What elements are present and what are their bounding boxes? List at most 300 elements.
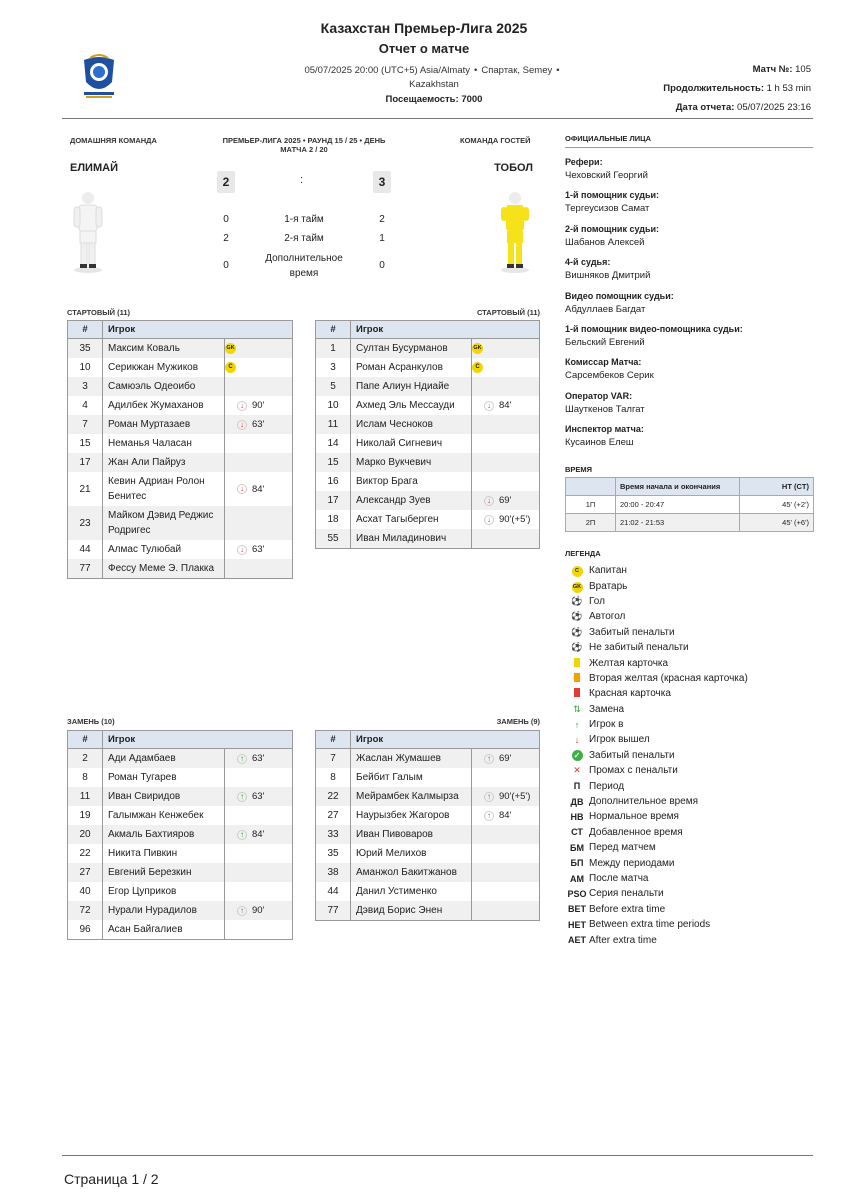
legend-text: Вратарь [589, 580, 628, 592]
player-events [472, 491, 540, 510]
time-table [565, 477, 814, 532]
player-number: 77 [316, 901, 351, 921]
player-events [225, 453, 293, 472]
legend-item [565, 871, 815, 886]
player-out-icon: ↓ [484, 515, 494, 525]
player-name: Мейрамбек Калмырза [351, 787, 472, 806]
legend-item [565, 717, 815, 732]
player-events [472, 377, 540, 396]
time-col-ht: HT (CT) [740, 478, 814, 496]
player-in-icon: ↑ [237, 906, 247, 916]
away-starting-table [315, 320, 540, 549]
player-name: Фессу Меме Э. Плакка [103, 559, 225, 579]
player-row [316, 901, 540, 921]
officials-label: ОФИЦИАЛЬНЫЕ ЛИЦА [565, 134, 652, 143]
player-row [316, 491, 540, 510]
player-events [225, 749, 293, 769]
match-no: 105 [795, 64, 811, 75]
away-half1: 2 [379, 214, 385, 225]
away-team-label: КОМАНДА ГОСТЕЙ [460, 136, 531, 145]
legend-badge: GK [572, 582, 583, 593]
report-date: 05/07/2025 23:16 [737, 102, 811, 113]
away-subs-table [315, 730, 540, 921]
legend-text: Капитан [589, 565, 627, 577]
player-number: 72 [68, 901, 103, 920]
player-number: 7 [68, 415, 103, 434]
legend-abbreviation: HET [568, 919, 586, 930]
player-name: Юрий Мелихов [351, 844, 472, 863]
player-row [68, 396, 293, 415]
player-events [472, 825, 540, 844]
official-name: Шауткенов Талгат [565, 403, 645, 415]
time-col-period [566, 478, 616, 496]
legend-item [565, 840, 815, 855]
player-column-header: Игрок [103, 321, 293, 339]
num-column-header: # [68, 321, 103, 339]
sub-minute: 84' [499, 810, 512, 821]
goalkeeper-icon [565, 580, 589, 593]
player-name: Кевин Адриан Ролон Бенитес [103, 472, 225, 506]
player-events [225, 863, 293, 882]
player-row [68, 901, 293, 920]
player-name: Николай Сигневич [351, 434, 472, 453]
player-in-icon: ↑ [484, 792, 494, 802]
legend-abbreviation: БП [570, 858, 584, 869]
player-number: 7 [316, 749, 351, 769]
player-name: Майком Дэвид Реджис Родригес [103, 506, 225, 540]
player-events [472, 510, 540, 529]
player-name: Максим Коваль [103, 339, 225, 359]
player-name: Евгений Березкин [103, 863, 225, 882]
player-in-icon: ↑ [484, 754, 494, 764]
player-row [316, 472, 540, 491]
official-name: Чеховский Георгий [565, 170, 648, 181]
player-row [316, 377, 540, 396]
away-subs-label: ЗАМЕНЬ (9) [496, 717, 540, 726]
legend-text: Промах с пенальти [589, 765, 678, 777]
legend-abbreviation: АМ [570, 873, 584, 884]
legend-text: Вторая желтая (красная карточка) [589, 672, 748, 684]
player-name: Галымжан Кенжебек [103, 806, 225, 825]
legend-item [565, 886, 815, 901]
player-row [68, 882, 293, 901]
player-number: 44 [316, 882, 351, 901]
match-venue: Спартак, Semey [481, 65, 553, 76]
player-name: Иван Миладинович [351, 529, 472, 549]
player-row [316, 806, 540, 825]
home-subs-label: ЗАМЕНЬ (10) [67, 717, 115, 726]
player-events [225, 787, 293, 806]
player-row [68, 339, 293, 359]
player-number: 18 [316, 510, 351, 529]
legend-item [565, 578, 815, 593]
legend-text: Игрок вышел [589, 734, 650, 746]
legend-text: Между периодами [589, 857, 675, 869]
legend-text: Автогол [589, 611, 626, 623]
legend-text: Красная карточка [589, 688, 671, 700]
legend-abbreviation: СТ [571, 827, 583, 838]
player-name: Самюэль Одеоибо [103, 377, 225, 396]
legend-item [565, 763, 815, 778]
player-name: Акмаль Бахтияров [103, 825, 225, 844]
player-events [472, 768, 540, 787]
sub-minute: 90'(+5') [499, 514, 531, 525]
player-name: Асхат Тагыберген [351, 510, 472, 529]
player-row [316, 863, 540, 882]
penalty-scored-icon: ⚽ [571, 626, 583, 637]
player-name: Ислам Чесноков [351, 415, 472, 434]
legend-text: Перед матчем [589, 842, 656, 854]
player-row [68, 506, 293, 540]
player-number: 16 [316, 472, 351, 491]
player-in-icon: ↑ [237, 830, 247, 840]
player-name: Адилбек Жумаханов [103, 396, 225, 415]
player-events [225, 358, 293, 377]
sub-minute: 84' [252, 829, 265, 840]
legend-text: After extra time [589, 934, 657, 946]
player-row [68, 768, 293, 787]
player-in-icon: ↑ [237, 754, 247, 764]
player-out-icon: ↓ [237, 545, 247, 555]
round-info: ПРЕМЬЕР-ЛИГА 2025 • РАУНД 15 / 25 • ДЕНЬ МАТЧА 2 / 20 [222, 136, 386, 154]
player-in-icon: ↑ [574, 719, 580, 730]
player-events [225, 559, 293, 579]
report-title: Казахстан Премьер-Лига 2025 [320, 20, 528, 36]
time-ht: 45' (+2') [740, 496, 814, 514]
official-name: Шабанов Алексей [565, 236, 645, 248]
official-role: Рефери: [565, 157, 603, 167]
legend-item [565, 625, 815, 640]
away-kit-icon [497, 190, 533, 277]
player-row [68, 920, 293, 940]
player-row [316, 768, 540, 787]
home-score: 2 [217, 171, 235, 193]
player-events [472, 806, 540, 825]
half2-label: 2-я тайм [284, 233, 324, 244]
player-events [225, 901, 293, 920]
player-name: Иван Свиридов [103, 787, 225, 806]
sub-minute: 84' [252, 483, 265, 495]
player-name: Серикжан Мужиков [103, 358, 225, 377]
penalty-missed-icon: ⚽ [571, 642, 583, 653]
league-logo [76, 52, 122, 100]
player-number: 15 [68, 434, 103, 453]
penalty-shootout-scored-icon [565, 750, 589, 761]
player-name: Султан Бусурманов [351, 339, 472, 359]
player-name: Асан Байгалиев [103, 920, 225, 940]
extra-label: Дополнительное время [265, 253, 343, 279]
player-row [68, 453, 293, 472]
legend-abbreviation: НВ [570, 811, 584, 822]
player-name: Алмас Тулюбай [103, 540, 225, 559]
player-number: 17 [68, 453, 103, 472]
red-card-icon [565, 688, 589, 699]
legend-item [565, 671, 815, 686]
legend-abbreviation: ДВ [570, 796, 584, 807]
player-events [472, 339, 540, 359]
legend-badge: C [572, 566, 583, 577]
player-out-icon: ↓ [484, 401, 494, 411]
player-name: Роман Муртазаев [103, 415, 225, 434]
legend-label: ЛЕГЕНДА [565, 549, 601, 558]
player-number: 27 [68, 863, 103, 882]
official-name: Кусаинов Елеш [565, 437, 634, 449]
player-row [316, 358, 540, 377]
player-number: 19 [68, 806, 103, 825]
legend-symbol: ✓ [572, 750, 583, 761]
player-row [68, 472, 293, 506]
legend-text: После матча [589, 873, 649, 884]
legend-text: Between extra time periods [589, 919, 711, 931]
page-number: Страница 1 / 2 [64, 1171, 159, 1187]
player-column-header: Игрок [103, 731, 293, 749]
official-name: Бельский Евгений [565, 336, 645, 348]
legend-item [565, 655, 815, 670]
player-row [316, 510, 540, 529]
substitution-icon: ⇅ [573, 703, 581, 714]
legend-abbreviation: PSO [567, 888, 587, 899]
player-number: 2 [68, 749, 103, 769]
player-events [472, 453, 540, 472]
player-column-header: Игрок [351, 731, 540, 749]
player-events [225, 540, 293, 559]
player-name: Роман Тугарев [103, 768, 225, 787]
player-row [68, 434, 293, 453]
player-row [68, 844, 293, 863]
report-subtitle: Отчет о матче [378, 41, 470, 56]
penalty-shootout-missed-icon: ✕ [573, 765, 581, 776]
home-half1: 0 [223, 214, 229, 225]
player-row [68, 863, 293, 882]
time-ht: 45' (+6') [740, 514, 814, 532]
officials-list [565, 155, 815, 456]
player-number: 35 [316, 844, 351, 863]
player-row [68, 749, 293, 769]
player-name: Жаслан Жумашев [351, 749, 472, 769]
official-role: Видео помощник судьи: [565, 290, 674, 301]
sub-minute: 63' [252, 791, 265, 802]
legend-item [565, 932, 815, 947]
player-name: Аманжол Бакитжанов [351, 863, 472, 882]
legend-text: Нормальное время [589, 811, 679, 823]
player-events [472, 844, 540, 863]
player-events [472, 529, 540, 549]
legend-item [565, 748, 815, 763]
player-row [68, 540, 293, 559]
yellow-card-icon [565, 658, 589, 669]
official-role: Оператор VAR: [565, 390, 633, 401]
player-number: 1 [316, 339, 351, 359]
player-name: Александр Зуев [351, 491, 472, 510]
sub-minute: 63' [252, 753, 265, 764]
official-name: Вишняков Дмитрий [565, 270, 651, 282]
legend-item [565, 825, 815, 840]
player-number: 27 [316, 806, 351, 825]
footer-divider [62, 1155, 813, 1156]
away-starting-label: СТАРТОВЫЙ (11) [476, 308, 540, 317]
legend-item [565, 702, 815, 717]
attendance: Посещаемость: 7000 [385, 94, 483, 105]
time-col-range: Время начала и окончания [616, 478, 740, 496]
home-team-label: ДОМАШНЯЯ КОМАНДА [70, 136, 157, 145]
goal-icon: ⚽ [571, 595, 583, 606]
player-row [316, 339, 540, 359]
player-number: 8 [68, 768, 103, 787]
player-row [68, 787, 293, 806]
player-row [68, 559, 293, 579]
duration-label: Продолжительность: [663, 83, 764, 94]
player-row [68, 825, 293, 844]
time-period: 2П [566, 514, 616, 532]
player-number: 10 [316, 396, 351, 415]
player-events [472, 749, 540, 769]
player-name: Папе Алиун Ндиайе [351, 377, 472, 396]
own-goal-icon: ⚽ [571, 611, 583, 622]
player-events [225, 825, 293, 844]
player-events [225, 882, 293, 901]
official-name: Сарсембеков Серик [565, 370, 654, 382]
official-role: 1-й помощник судьи: [565, 190, 660, 201]
match-country: Kazakhstan [409, 79, 459, 90]
sub-minute: 90'(+5') [499, 791, 531, 802]
legend-text: Гол [589, 595, 605, 607]
player-row [316, 453, 540, 472]
legend-item [565, 809, 815, 824]
duration: 1 h 53 min [766, 83, 811, 94]
legend-text: Серия пенальти [589, 888, 664, 900]
player-events [225, 920, 293, 940]
legend-text: Дополнительное время [589, 796, 699, 808]
player-row [316, 415, 540, 434]
goalkeeper-icon: GK [472, 343, 483, 354]
score-separator: : [300, 174, 304, 186]
player-name: Ади Адамбаев [103, 749, 225, 769]
player-events [472, 901, 540, 921]
player-in-icon: ↑ [484, 811, 494, 821]
match-no-label: Матч №: [752, 64, 793, 75]
player-events [472, 472, 540, 491]
legend-text: Желтая карточка [589, 657, 669, 669]
player-number: 77 [68, 559, 103, 579]
sub-minute: 63' [252, 544, 265, 555]
home-starting-table [67, 320, 293, 579]
player-row [316, 529, 540, 549]
player-number: 55 [316, 529, 351, 549]
player-number: 5 [316, 377, 351, 396]
legend-item [565, 594, 815, 609]
player-number: 44 [68, 540, 103, 559]
legend-item [565, 902, 815, 917]
legend-abbreviation: П [573, 781, 581, 792]
player-row [316, 396, 540, 415]
player-number: 40 [68, 882, 103, 901]
player-name: Марко Вукчевич [351, 453, 472, 472]
away-team-name: ТОБОЛ [494, 162, 533, 174]
official-name: Тергеусизов Самат [565, 203, 650, 215]
official-role: 2-й помощник судьи: [565, 223, 660, 234]
home-extra: 0 [223, 260, 229, 271]
player-events [225, 396, 293, 415]
player-events [225, 844, 293, 863]
player-row [316, 882, 540, 901]
sub-minute: 84' [499, 400, 512, 411]
legend-item [565, 640, 815, 655]
player-number: 20 [68, 825, 103, 844]
report-date-label: Дата отчета: [675, 102, 735, 113]
captain-icon: C [225, 362, 236, 373]
player-row [316, 825, 540, 844]
match-info-line: 05/07/2025 20:00 (UTC+5) Asia/Almaty • Спартак, Semey • Kazakhstan [304, 65, 560, 90]
sub-minute: 69' [499, 753, 512, 764]
goalkeeper-icon: GK [225, 343, 236, 354]
player-events [225, 377, 293, 396]
player-number: 17 [316, 491, 351, 510]
player-number: 35 [68, 339, 103, 359]
legend-item [565, 778, 815, 793]
player-name: Егор Цуприков [103, 882, 225, 901]
legend-text: Before extra time [589, 903, 666, 915]
player-events [472, 396, 540, 415]
official-role: 4-й судья: [565, 257, 611, 268]
player-name: Неманья Чаласан [103, 434, 225, 453]
player-events [225, 415, 293, 434]
time-label: ВРЕМЯ [565, 465, 593, 474]
legend-text: Добавленное время [589, 826, 683, 838]
num-column-header: # [68, 731, 103, 749]
player-row [316, 844, 540, 863]
player-events [472, 882, 540, 901]
sub-minute: 69' [499, 495, 512, 506]
match-datetime: 05/07/2025 20:00 (UTC+5) Asia/Almaty [304, 65, 470, 76]
legend-abbreviation: БМ [570, 842, 584, 853]
home-starting-label: СТАРТОВЫЙ (11) [67, 308, 131, 317]
time-range: 21:02 - 21:53 [616, 514, 740, 532]
player-events [472, 863, 540, 882]
away-half2: 1 [379, 233, 385, 244]
num-column-header: # [316, 321, 351, 339]
player-number: 22 [68, 844, 103, 863]
player-number: 22 [316, 787, 351, 806]
player-events [225, 434, 293, 453]
player-number: 3 [316, 358, 351, 377]
player-events [472, 358, 540, 377]
legend-abbreviation: BET [568, 904, 586, 915]
player-out-icon: ↓ [574, 734, 580, 745]
player-out-icon: ↓ [237, 420, 247, 430]
player-events [225, 506, 293, 540]
second-yellow-icon [565, 673, 589, 684]
player-out-icon: ↓ [237, 401, 247, 411]
legend-item [565, 732, 815, 747]
sub-minute: 90' [252, 400, 265, 411]
legend-text: Период [589, 780, 625, 792]
player-name: Бейбит Галым [351, 768, 472, 787]
home-subs-table [67, 730, 293, 940]
player-row [68, 415, 293, 434]
legend-item [565, 609, 815, 624]
away-score: 3 [373, 171, 391, 193]
player-name: Нурали Нурадилов [103, 901, 225, 920]
player-number: 3 [68, 377, 103, 396]
captain-icon [565, 564, 589, 577]
sub-minute: 90' [252, 905, 265, 916]
official-name: Абдуллаев Багдат [565, 303, 646, 315]
home-half2: 2 [223, 233, 229, 244]
home-team-name: ЕЛИМАЙ [70, 162, 118, 174]
player-out-icon: ↓ [484, 496, 494, 506]
legend-text: Забитый пенальти [589, 749, 675, 761]
player-number: 23 [68, 506, 103, 540]
